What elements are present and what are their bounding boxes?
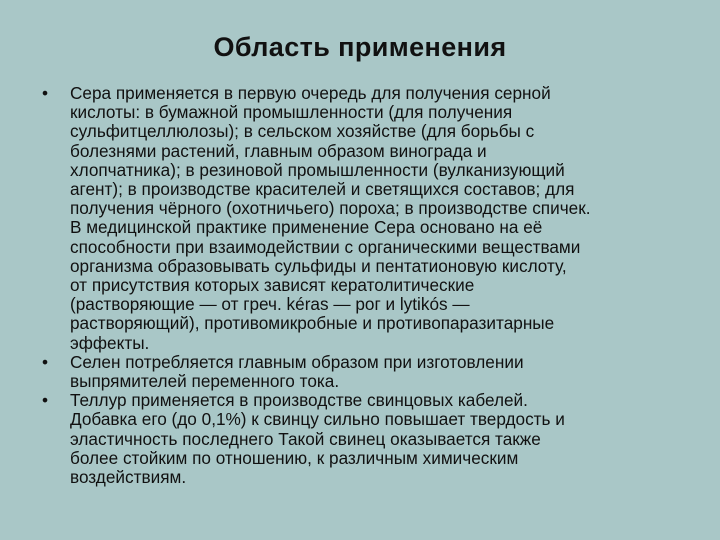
bullet-text-line: Селен потребляется главным образом при изготовлении <box>70 351 524 372</box>
bullet-text-line: эластичность последнего Такой свинец оказывается также <box>70 428 541 449</box>
bullet-text-line: более стойким по отношению, к различным химическим <box>70 447 519 468</box>
bullet-text-line: болезнями растений, главным образом винограда и <box>70 140 487 161</box>
bullet-text-line: хлопчатника); в резиновой промышленности (вулканизующий <box>70 159 565 180</box>
bullet-text-line: выпрямителей переменного тока. <box>70 371 340 392</box>
bullet-text-line: сульфитцеллюлозы); в сельском хозяйстве (для борьбы с <box>70 121 535 142</box>
bullet-text-line: Сера применяется в первую очередь для получения серной <box>70 83 551 103</box>
bullet-text-line: кислоты: в бумажной промышленности (для получения <box>70 102 513 123</box>
bullet-item-selenium <box>38 353 690 391</box>
slide-title: Область применения <box>213 32 507 62</box>
bullet-text-line: В медицинской практике применение Сера основано на её <box>70 217 543 238</box>
bullet-text-line: от присутствия которых зависят кератолитические <box>70 275 475 296</box>
bullet-text-line: Добавка его (до 0,1%) к свинцу сильно повышает твердость и <box>70 409 565 430</box>
bullet-text-line: воздействиям. <box>70 467 187 488</box>
bullet-text-line: агент); в производстве красителей и светящихся составов; для <box>70 179 575 200</box>
bullet-text-line: Теллур применяется в производстве свинцовых кабелей. <box>70 390 528 411</box>
bullet-marker: • <box>41 351 49 372</box>
bullet-text-line: растворяющий), противомикробные и противопаразитарные <box>70 313 555 334</box>
bullet-marker: • <box>41 83 49 103</box>
bullet-text-line: (растворяющие — от греч. kéras — рог и lytikós — <box>70 294 470 315</box>
bullet-text-line: эффекты. <box>70 332 150 353</box>
bullet-item-tellurium <box>38 391 690 487</box>
bullet-item-sulfur <box>38 84 690 353</box>
bullet-marker: • <box>41 390 49 411</box>
bullet-text-line: получения чёрного (охотничьего) пороха; в производстве спичек. <box>70 198 591 219</box>
bullet-text-line: организма образовывать сульфиды и пентатионовую кислоту, <box>70 255 567 276</box>
bullet-list <box>38 84 690 487</box>
bullet-text-line: способности при взаимодействии с органическими веществами <box>70 236 581 257</box>
